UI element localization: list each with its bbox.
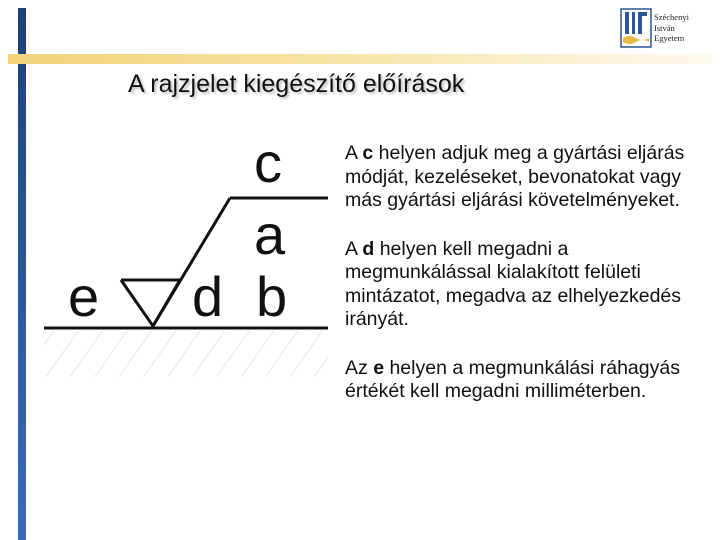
logo-text <box>654 12 689 44</box>
page-title: A rajzjelet kiegészítő előírások <box>128 70 465 98</box>
logo-line-2: István <box>654 22 675 33</box>
logo-emblem-icon <box>620 8 652 48</box>
symbol-label-a: a <box>254 203 286 266</box>
symbol-label-e: e <box>68 265 100 328</box>
logo-line-1: Széchenyi <box>654 12 689 22</box>
keyword-d: d <box>362 237 375 260</box>
university-logo <box>620 8 712 52</box>
logo-line-3: Egyetem <box>654 33 685 43</box>
symbol-label-b: b <box>256 265 288 328</box>
keyword-e: e <box>373 356 385 379</box>
surface-texture-symbol-diagram <box>30 120 330 380</box>
header-divider-bar <box>8 54 712 64</box>
paragraph-d: A d helyen kell megadni a megmunkálással kialakított felületi mintázatot, megadva az elhelyezkedés irányát. <box>345 237 682 330</box>
keyword-c: c <box>362 142 374 164</box>
hatched-surface <box>44 331 328 377</box>
description-text <box>345 142 715 429</box>
symbol-label-c: c <box>254 131 282 194</box>
paragraph-e: Az e helyen a megmunkálási ráhagyás értékét kell megadni milliméterben. <box>345 356 680 402</box>
surface-symbol-triangle <box>121 280 180 326</box>
left-accent-bar <box>18 8 26 540</box>
symbol-label-d: d <box>192 265 224 328</box>
paragraph-c: A c helyen adjuk meg a gyártási eljárás módját, kezeléseket, bevonatokat vagy más gyártási eljárási követelményeket. <box>345 142 685 211</box>
